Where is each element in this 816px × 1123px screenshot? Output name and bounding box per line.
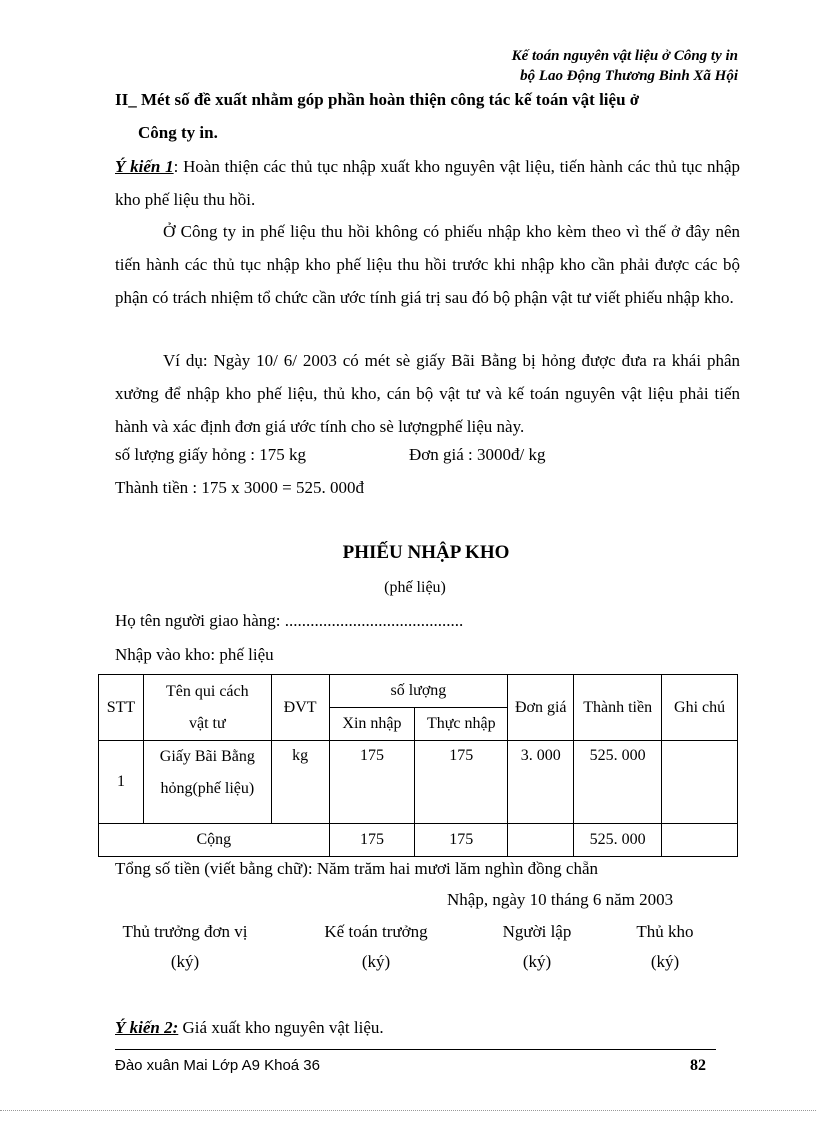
row-requested-qty: 175	[329, 741, 415, 824]
header-item-name-line-2: vật tư	[188, 714, 226, 732]
row-unit-price: 3. 000	[508, 741, 574, 824]
idea-2-label: Ý kiến 2:	[115, 1018, 179, 1037]
row-actual-qty: 175	[415, 741, 508, 824]
form-title: PHIẾU NHẬP KHO	[342, 542, 510, 563]
row-amount: 525. 000	[574, 741, 662, 824]
signature-head-of-unit	[110, 922, 260, 972]
header-item-name	[143, 675, 271, 741]
idea-2-text: Giá xuất kho nguyên vật liệu.	[178, 1018, 384, 1037]
unit-price-text: Đơn giá : 3000đ/ kg	[409, 445, 546, 464]
footer-author: Đào xuân Mai Lớp A9 Khoá 36	[115, 1057, 320, 1074]
signature-note: (ký)	[170, 952, 200, 971]
footer-rule	[115, 1049, 716, 1050]
signature-chief-accountant	[301, 922, 451, 972]
signature-role: Thủ kho	[636, 922, 694, 941]
row-stt: 1	[99, 741, 144, 824]
signature-role: Kế toán trưởng	[324, 922, 428, 941]
paragraph-scrap-procedure: Ở Công ty in phế liệu thu hồi không có phiếu nhập kho kèm theo vì thế ở đây nên tiến hành các thủ tục nhập kho phế liệu thu hồi trước khi nhập kho cần phải được các bộ phận có trách nhiệm tổ chức cần ước tính giá trị sau đó bộ phận vật tư viết phiếu nhập kho.	[115, 222, 740, 307]
idea-1-label: Ý kiến 1	[115, 157, 174, 176]
signature-note: (ký)	[650, 952, 680, 971]
total-actual-qty: 175	[415, 824, 508, 857]
header-unit-price: Đơn giá	[508, 675, 574, 741]
signature-role: Người lập	[502, 922, 572, 941]
idea-1-paragraph	[115, 150, 740, 216]
header-item-name-line-1: Tên qui cách	[166, 682, 249, 700]
paragraph-example: Ví dụ: Ngày 10/ 6/ 2003 có mét sè giấy Bãi Bằng bị hỏng được đưa ra khái phân xưởng để nhập kho phế liệu, thủ kho, cán bộ vật tư và kế toán nguyên vật liệu phải tiến hành và xác định đơn giá ước tính cho sè lượngphế liệu này.	[115, 351, 740, 436]
quantity-text: số lượng giấy hỏng : 175 kg	[115, 445, 307, 464]
table-header-row	[99, 675, 738, 708]
header-unit: ĐVT	[271, 675, 329, 741]
total-label: Cộng	[99, 824, 330, 857]
receipt-table	[98, 674, 738, 857]
header-quantity: số lượng	[329, 675, 508, 708]
running-header-line-2: bộ Lao Động Thương Binh Xã Hội	[520, 68, 738, 84]
table-total-row	[99, 824, 738, 857]
date-line: Nhập, ngày 10 tháng 6 năm 2003	[447, 890, 674, 909]
amount-in-words: Tổng số tiền (viết bằng chữ): Năm trăm hai mươi lăm nghìn đồng chẵn	[115, 859, 599, 878]
running-header-line-1: Kế toán nguyên vật liệu ở Công ty in	[511, 48, 738, 64]
signature-note: (ký)	[361, 952, 391, 971]
row-item-name-line-1: Giấy Bãi Bằng	[159, 748, 255, 765]
deliverer-name-line: Họ tên người giao hàng: ..........................................	[115, 611, 464, 630]
section-title-continued: Công ty in.	[138, 123, 218, 142]
signature-role: Thủ trưởng đơn vị	[122, 922, 248, 941]
total-unit-price	[508, 824, 574, 857]
form-subtitle: (phế liệu)	[384, 579, 446, 596]
total-amount: 525. 000	[574, 824, 662, 857]
page-edge-divider	[0, 1110, 816, 1111]
header-note: Ghi chú	[662, 675, 738, 741]
row-unit: kg	[271, 741, 329, 824]
header-amount: Thành tiền	[574, 675, 662, 741]
warehouse-line: Nhập vào kho: phế liệu	[115, 645, 274, 664]
table-row	[99, 741, 738, 824]
total-requested-qty: 175	[329, 824, 415, 857]
row-item-name	[143, 741, 271, 824]
idea-2-paragraph	[115, 1018, 384, 1038]
page-number: 82	[690, 1057, 706, 1074]
header-stt: STT	[99, 675, 144, 741]
header-requested-qty: Xin nhập	[329, 708, 415, 741]
section-title: II_ Mét số đề xuất nhằm góp phần hoàn thiện công tác kế toán vật liệu ở	[115, 90, 640, 109]
idea-1-text: : Hoàn thiện các thủ tục nhập xuất kho nguyên vật liệu, tiến hành các thủ tục nhập kho phế liệu thu hồi.	[115, 157, 741, 209]
row-note	[662, 741, 738, 824]
total-note	[662, 824, 738, 857]
signature-storekeeper	[590, 922, 740, 972]
row-item-name-line-2: hỏng(phế liệu)	[160, 780, 255, 797]
signature-note: (ký)	[522, 952, 552, 971]
total-amount-text: Thành tiền : 175 x 3000 = 525. 000đ	[115, 478, 364, 497]
header-actual-qty: Thực nhập	[415, 708, 508, 741]
